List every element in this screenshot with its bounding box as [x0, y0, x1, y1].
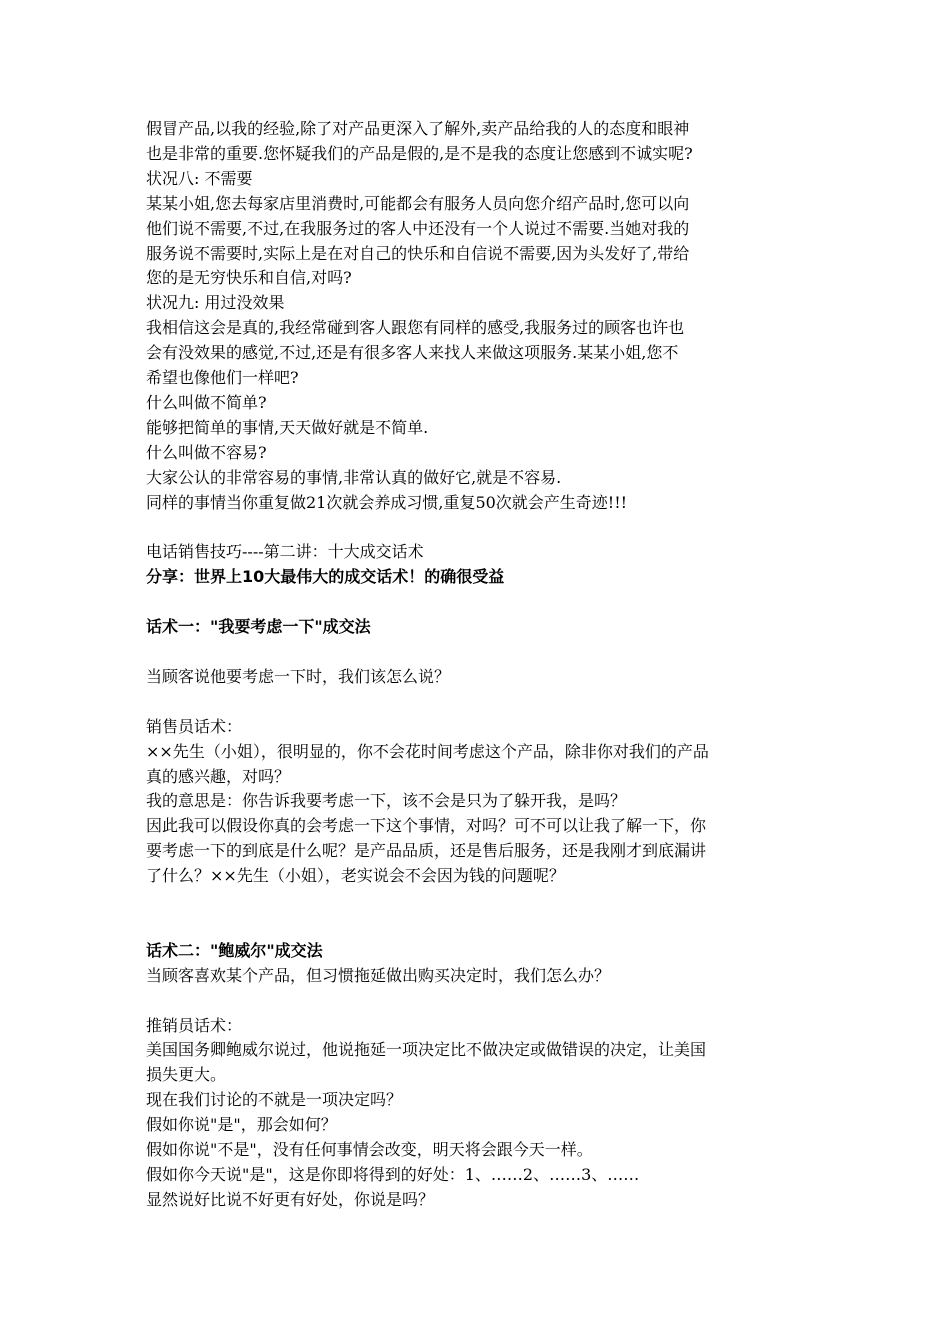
- text-line: 显然说好比说不好更有好处，你说是吗？: [146, 1189, 435, 1209]
- section-heading: 状况八: 不需要: [146, 168, 253, 188]
- text-line: 希望也像他们一样吧?: [146, 368, 299, 388]
- spacer: [146, 516, 818, 541]
- technique1-label: 销售员话术：: [146, 716, 243, 736]
- spacer: [146, 989, 818, 1014]
- text-line: 同样的事情当你重复做21次就会养成习惯,重复50次就会产生奇迹!!!: [146, 492, 628, 512]
- text-line: 您的是无穷快乐和自信,对吗?: [146, 268, 352, 288]
- text-line: 会有没效果的感觉,不过,还是有很多客人来找人来做这项服务.某某小姐,您不: [146, 343, 679, 363]
- text-line: 大家公认的非常容易的事情,非常认真的做好它,就是不容易.: [146, 467, 562, 487]
- technique2-title: 话术二："鲍威尔"成交法: [146, 940, 323, 960]
- technique2-label: 推销员话术：: [146, 1015, 243, 1035]
- document-body: [146, 117, 818, 1213]
- section-heading: 状况九: 用过没效果: [146, 293, 285, 313]
- technique2-scenario: 当顾客喜欢某个产品，但习惯拖延做出购买决定时，我们怎么办？: [146, 965, 611, 985]
- text-line: 因此我可以假设你真的会考虑一下这个事情，对吗？可不可以让我了解一下，你: [146, 816, 707, 836]
- text-line: 损失更大。: [146, 1065, 227, 1085]
- text-line: 某某小姐,您去每家店里消费时,可能都会有服务人员向您介绍产品时,您可以向: [146, 193, 690, 213]
- text-line: 真的感兴趣，对吗？: [146, 766, 291, 786]
- text-line: 假如你说"是"，那会如何？: [146, 1115, 337, 1135]
- spacer: [146, 590, 818, 615]
- text-line: 了什么？××先生（小姐），老实说会不会因为钱的问题呢？: [146, 866, 565, 886]
- spacer: [146, 690, 818, 715]
- text-line: 我的意思是：你告诉我要考虑一下，该不会是只为了躲开我，是吗？: [146, 791, 627, 811]
- spacer: [146, 889, 818, 939]
- text-line: 现在我们讨论的不就是一项决定吗？: [146, 1090, 403, 1110]
- text-line: 假如你说"不是"，没有任何事情会改变，明天将会跟今天一样。: [146, 1140, 593, 1160]
- text-line: 美国国务卿鲍威尔说过，他说拖延一项决定比不做决定或做错误的决定，让美国: [146, 1040, 707, 1060]
- text-line: 他们说不需要,不过,在我服务过的客人中还没有一个人说过不需要.当她对我的: [146, 218, 690, 238]
- text-line: ××先生（小姐），很明显的，你不会花时间考虑这个产品，除非你对我们的产品: [146, 741, 709, 761]
- technique1-title: 话术一："我要考虑一下"成交法: [146, 617, 371, 637]
- spacer: [146, 640, 818, 665]
- text-line: 也是非常的重要.您怀疑我们的产品是假的,是不是我的态度让您感到不诚实呢?: [146, 143, 693, 163]
- lecture-title: 电话销售技巧----第二讲：十大成交话术: [146, 542, 424, 562]
- text-line: 能够把简单的事情,天天做好就是不简单.: [146, 417, 429, 437]
- text-line: 假冒产品,以我的经验,除了对产品更深入了解外,卖产品给我的人的态度和眼神: [146, 119, 690, 138]
- text-line: 我相信这会是真的,我经常碰到客人跟您有同样的感受,我服务过的顾客也许也: [146, 318, 685, 338]
- text-line: 服务说不需要时,实际上是在对自己的快乐和自信说不需要,因为头发好了,带给: [146, 243, 690, 263]
- technique1-scenario: 当顾客说他要考虑一下时，我们该怎么说？: [146, 666, 451, 686]
- text-line: 什么叫做不容易?: [146, 442, 267, 462]
- text-line: 要考虑一下的到底是什么呢？是产品品质，还是售后服务，还是我刚才到底漏讲: [146, 841, 707, 861]
- share-title: 分享：世界上10大最伟大的成交话术！的确很受益: [146, 567, 505, 587]
- text-line: 假如你今天说"是"，这是你即将得到的好处：1、……2、……3、……: [146, 1164, 640, 1184]
- text-line: 什么叫做不简单?: [146, 392, 267, 412]
